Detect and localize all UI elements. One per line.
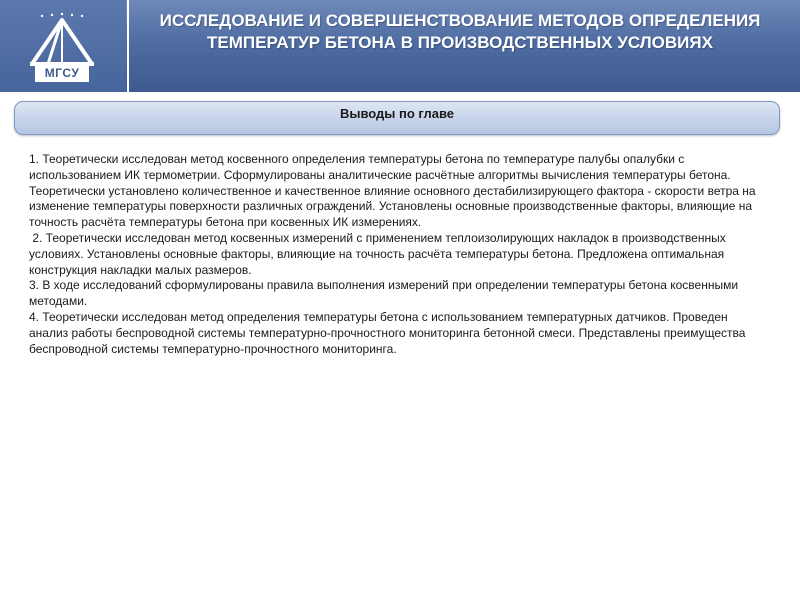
conclusion-item: 1. Теоретически исследован метод косвенного определения температуры бетона по температуре палубы опалубки с использованием ИК термометрии. Сформулированы аналитические расчётные алгоритмы вычисления температуры бетона. Теоретически установлено количественное и качественное влияние основного дестабилизирующего фактора - скорости ветра на изменение температуры поверхности различных ограждений. Установлены основные производственные факторы, влияющие на точность расчёта температуры бетона при косвенных ИК измерениях.: [29, 152, 759, 230]
page-title: ИССЛЕДОВАНИЕ И СОВЕРШЕНСТВОВАНИЕ МЕТОДОВ ОПРЕДЕЛЕНИЯ ТЕМПЕРАТУР БЕТОНА В ПРОИЗВОДСТВЕННЫХ УСЛОВИЯХ: [159, 11, 761, 52]
header-divider: [127, 0, 129, 92]
logo-text: МГСУ: [35, 64, 89, 82]
logo-panel: [0, 0, 126, 92]
section-banner: [14, 101, 780, 135]
conclusion-item: 3. В ходе исследований сформулированы правила выполнения измерений при определении температуры бетона косвенными методами.: [29, 278, 742, 309]
conclusion-item: 2. Теоретически исследован метод косвенных измерений с применением теплоизолирующих накладок в производственных условиях. Установлены основные факторы, влияющие на точность расчёта температуры бетона. Предложена оптимальная конструкция накладки малых размеров.: [29, 230, 730, 277]
conclusions-list: [29, 152, 769, 357]
section-title: Выводы по главе: [339, 106, 455, 121]
conclusion-item: 4. Теоретически исследован метод определения температуры бетона с использованием температурных датчиков. Проведен анализ работы беспроводной системы температурно-прочностного мониторинга бетонной смеси. Представлены преимущества беспроводной системы температурно-прочностного мониторинга.: [29, 309, 749, 356]
header-bar: [0, 0, 800, 92]
